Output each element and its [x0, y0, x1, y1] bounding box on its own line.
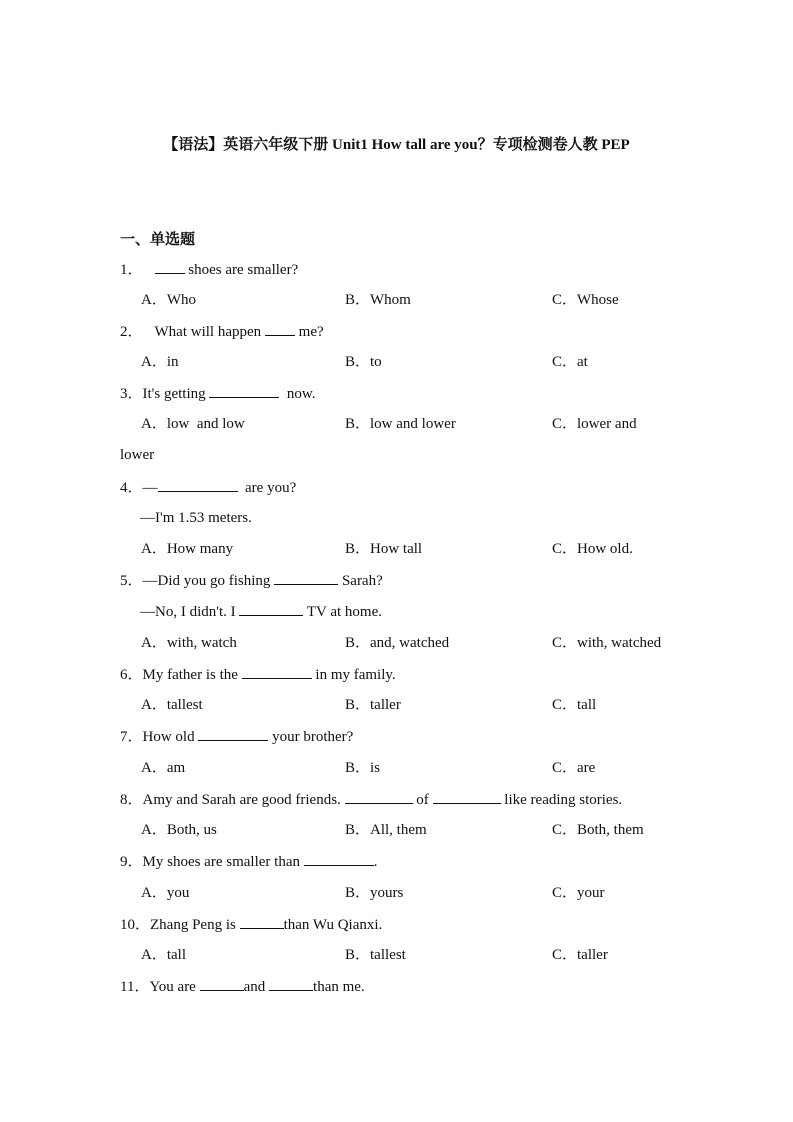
option-a: A．you: [141, 885, 190, 901]
question-9: 9．My shoes are smaller than .: [120, 854, 378, 870]
answer-blank: [158, 478, 238, 492]
option-a: A．Who: [141, 292, 196, 308]
question-8: 8．Amy and Sarah are good friends. of like reading stories.: [120, 792, 623, 808]
option-c: C．with, watched: [552, 635, 662, 651]
question-3: 3．It's getting now.: [120, 386, 316, 402]
question-number: 2．: [120, 324, 143, 340]
answer-blank: [198, 727, 268, 741]
option-c: C．your: [552, 885, 605, 901]
option-b: B．low and lower: [345, 416, 456, 432]
answer-blank: [304, 852, 374, 866]
question-7: 7．How old your brother?: [120, 729, 354, 745]
option-b: B．is: [345, 760, 381, 776]
option-a: A．tallest: [141, 697, 203, 713]
question-1: 1． shoes are smaller?: [120, 262, 299, 278]
option-b: B．Whom: [345, 292, 411, 308]
answer-blank: [433, 790, 501, 804]
question-number: 6．: [120, 667, 143, 683]
option-c: C．How old.: [552, 541, 633, 557]
option-c: C．taller: [552, 947, 608, 963]
question-number: 7．: [120, 729, 143, 745]
option-b: B．All, them: [345, 822, 427, 838]
answer-blank: [265, 322, 295, 336]
option-a: A．in: [141, 354, 179, 370]
answer-blank: [274, 571, 338, 585]
option-a: A．with, watch: [141, 635, 237, 651]
option-c: C．Both, them: [552, 822, 644, 838]
option-c: C．are: [552, 760, 596, 776]
option-b: B．tallest: [345, 947, 406, 963]
question-11: 11．You are and than me.: [120, 979, 365, 995]
question-5: 5．—Did you go fishing Sarah?: [120, 573, 383, 589]
section-heading: 一、单选题: [120, 230, 196, 248]
option-b: B．yours: [345, 885, 404, 901]
question-number: 9．: [120, 854, 143, 870]
answer-blank: [200, 977, 244, 991]
question-number: 8．: [120, 792, 143, 808]
question-5-reply: —No, I didn't. I TV at home.: [140, 604, 382, 620]
option-a: A．How many: [141, 541, 234, 557]
document-title: 【语法】英语六年级下册 Unit1 How tall are you？专项检测卷人教 PEP: [163, 137, 630, 153]
answer-blank: [345, 790, 413, 804]
option-c: C．at: [552, 354, 588, 370]
option-c-wrap: lower: [120, 447, 155, 463]
answer-blank: [240, 915, 284, 929]
option-a: A．Both, us: [141, 822, 217, 838]
option-a: A．low and low: [141, 416, 245, 432]
question-2: 2． What will happen me?: [120, 324, 324, 340]
question-6: 6．My father is the in my family.: [120, 667, 396, 683]
answer-blank: [269, 977, 313, 991]
question-number: 1．: [120, 262, 143, 278]
answer-blank: [209, 384, 279, 398]
question-10: 10．Zhang Peng is than Wu Qianxi.: [120, 917, 383, 933]
question-number: 3．: [120, 386, 143, 402]
option-c: C．tall: [552, 697, 597, 713]
question-number: 10．: [120, 917, 151, 933]
option-b: B．taller: [345, 697, 401, 713]
option-a: A．am: [141, 760, 186, 776]
question-number: 4．: [120, 480, 143, 496]
option-a: A．tall: [141, 947, 186, 963]
option-b: B．and, watched: [345, 635, 450, 651]
option-b: B．How tall: [345, 541, 423, 557]
option-c: C．Whose: [552, 292, 619, 308]
question-4: 4．— are you?: [120, 480, 297, 496]
option-b: B．to: [345, 354, 382, 370]
answer-blank: [155, 260, 185, 274]
answer-blank: [242, 665, 312, 679]
question-number: 5．: [120, 573, 143, 589]
option-c: C．lower and: [552, 416, 637, 432]
question-number: 11．: [120, 979, 150, 995]
question-4-reply: —I'm 1.53 meters.: [140, 510, 252, 526]
answer-blank: [239, 602, 303, 616]
